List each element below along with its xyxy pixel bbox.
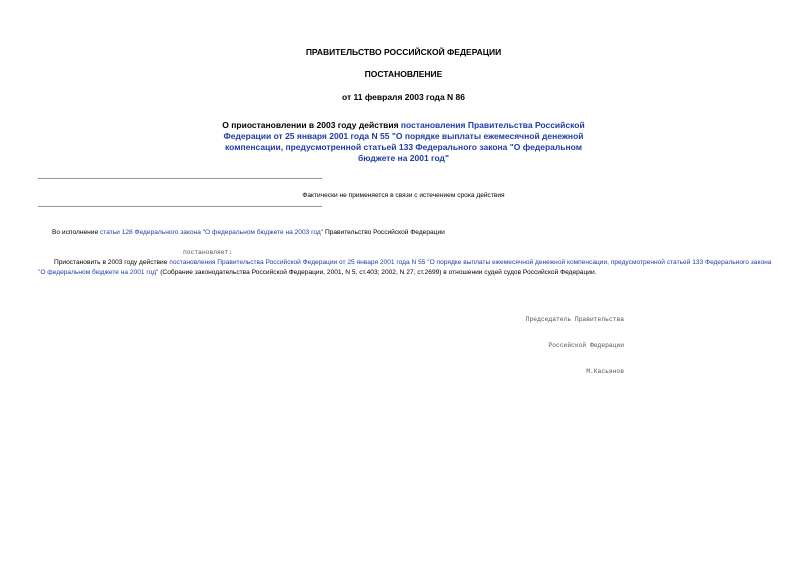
budget-law-article-link[interactable]: статьи 128 Федерального закона "О федеральном бюджете на 2003 год" bbox=[99, 229, 324, 236]
preamble-suffix: Правительство Российской Федерации bbox=[323, 229, 445, 236]
operative-prefix: Приостановить в 2003 году действие bbox=[54, 259, 170, 266]
operative-paragraph bbox=[38, 258, 773, 277]
document-title bbox=[220, 120, 587, 164]
signatory-name: М.Касьянов bbox=[586, 368, 624, 376]
suspended-decree-link[interactable]: постановления Правительства Российской Федерации от 25 января 2001 года N 55 "О порядке выплаты ежемесячной денежной компенсации, предусмотренной статьей 133 Федерального закона "О федеральном бюджете на 2001 год" bbox=[38, 259, 772, 276]
decree-word: постановляет: bbox=[183, 249, 233, 256]
title-referenced-decree-link[interactable]: постановления Правительства Российской Федерации от 25 января 2001 года N 55 "О порядке выплаты ежемесячной денежной компенсации, предусмотренной статьей 133 Федерального закона "О федеральном бюджете на 2001 год" bbox=[223, 120, 585, 163]
issuing-authority: ПРАВИТЕЛЬСТВО РОССИЙСКОЙ ФЕДЕРАЦИИ bbox=[305, 47, 502, 57]
document-type: ПОСТАНОВЛЕНИЕ bbox=[364, 69, 443, 79]
document-date: от 11 февраля 2003 года N 86 bbox=[342, 92, 465, 102]
preamble-paragraph bbox=[52, 229, 445, 236]
title-prefix: О приостановлении в 2003 году действия bbox=[222, 120, 401, 130]
top-divider bbox=[38, 178, 322, 179]
signature-block bbox=[470, 298, 624, 386]
signatory-org: Российской Федерации bbox=[548, 341, 624, 349]
signatory-position: Председатель Правительства bbox=[525, 315, 624, 323]
operative-suffix: (Собрание законодательства Российской Федерации, 2001, N 5, ст.403; 2002, N 27, ст.2699) в отношении судей судов Российской Федерации. bbox=[158, 268, 597, 276]
preamble-prefix: Во исполнение bbox=[52, 229, 100, 236]
status-note: Фактически не применяется в связи с истечением срока действия bbox=[302, 192, 505, 199]
bottom-divider bbox=[38, 206, 322, 207]
